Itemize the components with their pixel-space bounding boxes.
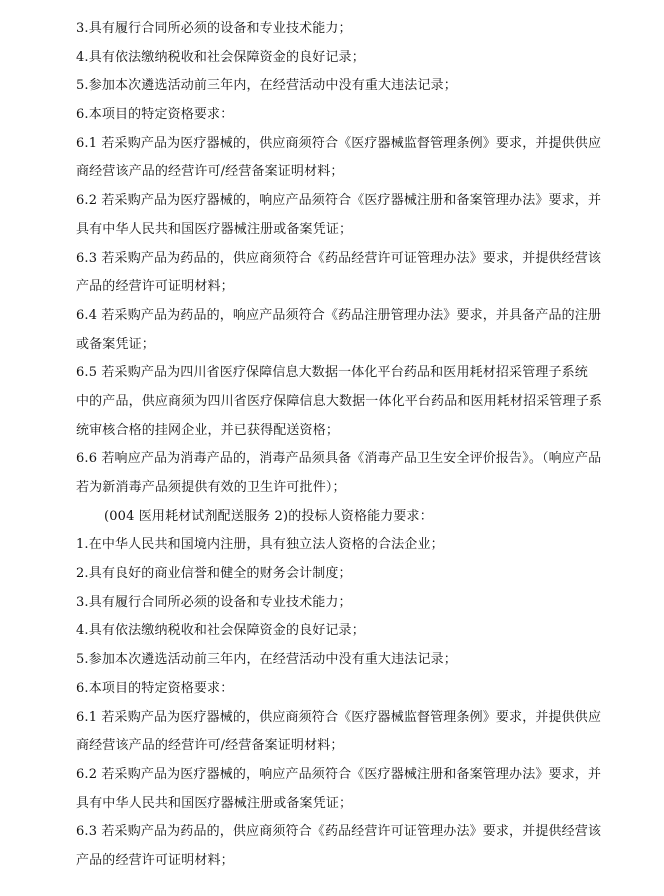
text-line: 4.具有依法缴纳税收和社会保障资金的良好记录； xyxy=(76,623,365,639)
text-line: 具有中华人民共和国医疗器械注册或备案凭证； xyxy=(76,795,353,811)
text-line: 6.4 若采购产品为药品的，响应产品须符合《药品注册管理办法》要求，并具备产品的注册 xyxy=(76,307,602,323)
text-line: 若为新消毒产品须提供有效的卫生许可批件）； xyxy=(76,480,346,495)
text-line: 产品的经营许可证明材料； xyxy=(76,279,234,295)
text-line: 商经营该产品的经营许可/经营备案证明材料； xyxy=(76,738,344,754)
text-line: 6.本项目的特定资格要求： xyxy=(76,680,234,696)
text-line: 6.本项目的特定资格要求： xyxy=(76,107,234,123)
text-line: 6.3 若采购产品为药品的，供应商须符合《药品经营许可证管理办法》要求，并提供经营该 xyxy=(76,250,602,266)
text-line: 3.具有履行合同所必须的设备和专业技术能力； xyxy=(76,21,352,36)
text-line: 具有中华人民共和国医疗器械注册或备案凭证； xyxy=(76,221,353,237)
text-line: 中的产品，供应商须为四川省医疗保障信息大数据一体化平台药品和医用耗材招采管理子系 xyxy=(76,393,603,409)
text-line: 6.5 若采购产品为四川省医疗保障信息大数据一体化平台药品和医用耗材招采管理子系统 xyxy=(76,365,588,381)
text-line: 1.在中华人民共和国境内注册，具有独立法人资格的合法企业； xyxy=(76,537,444,553)
text-line: 或备案凭证； xyxy=(76,336,155,352)
text-line: 5.参加本次遴选活动前三年内，在经营活动中没有重大违法记录； xyxy=(76,78,457,94)
text-line: 5.参加本次遴选活动前三年内，在经营活动中没有重大违法记录； xyxy=(76,652,457,668)
text-line: 6.3 若采购产品为药品的，供应商须符合《药品经营许可证管理办法》要求，并提供经营该 xyxy=(76,824,602,840)
text-line: 6.2 若采购产品为医疗器械的，响应产品须符合《医疗器械注册和备案管理办法》要求，并 xyxy=(76,766,602,782)
text-line: 6.6 若响应产品为消毒产品的，消毒产品须具备《消毒产品卫生安全评价报告》。（响应产品 xyxy=(76,451,602,467)
text-line: 2.具有良好的商业信誉和健全的财务会计制度； xyxy=(76,566,352,582)
text-line: 6.1 若采购产品为医疗器械的，供应商须符合《医疗器械监督管理条例》要求，并提供供应 xyxy=(76,135,602,151)
text-line: 商经营该产品的经营许可/经营备案证明材料； xyxy=(76,164,344,180)
section-heading: (004 医用耗材试剂配送服务 2)的投标人资格能力要求： xyxy=(104,508,433,524)
text-line: 4.具有依法缴纳税收和社会保障资金的良好记录； xyxy=(76,49,365,65)
text-line: 6.2 若采购产品为医疗器械的，响应产品须符合《医疗器械注册和备案管理办法》要求，并 xyxy=(76,193,602,209)
text-line: 3.具有履行合同所必须的设备和专业技术能力； xyxy=(76,594,352,610)
text-line: 产品的经营许可证明材料； xyxy=(76,852,234,868)
text-line: 6.1 若采购产品为医疗器械的，供应商须符合《医疗器械监督管理条例》要求，并提供供应 xyxy=(76,709,602,725)
text-line: 统审核合格的挂网企业，并已获得配送资格； xyxy=(76,422,340,438)
